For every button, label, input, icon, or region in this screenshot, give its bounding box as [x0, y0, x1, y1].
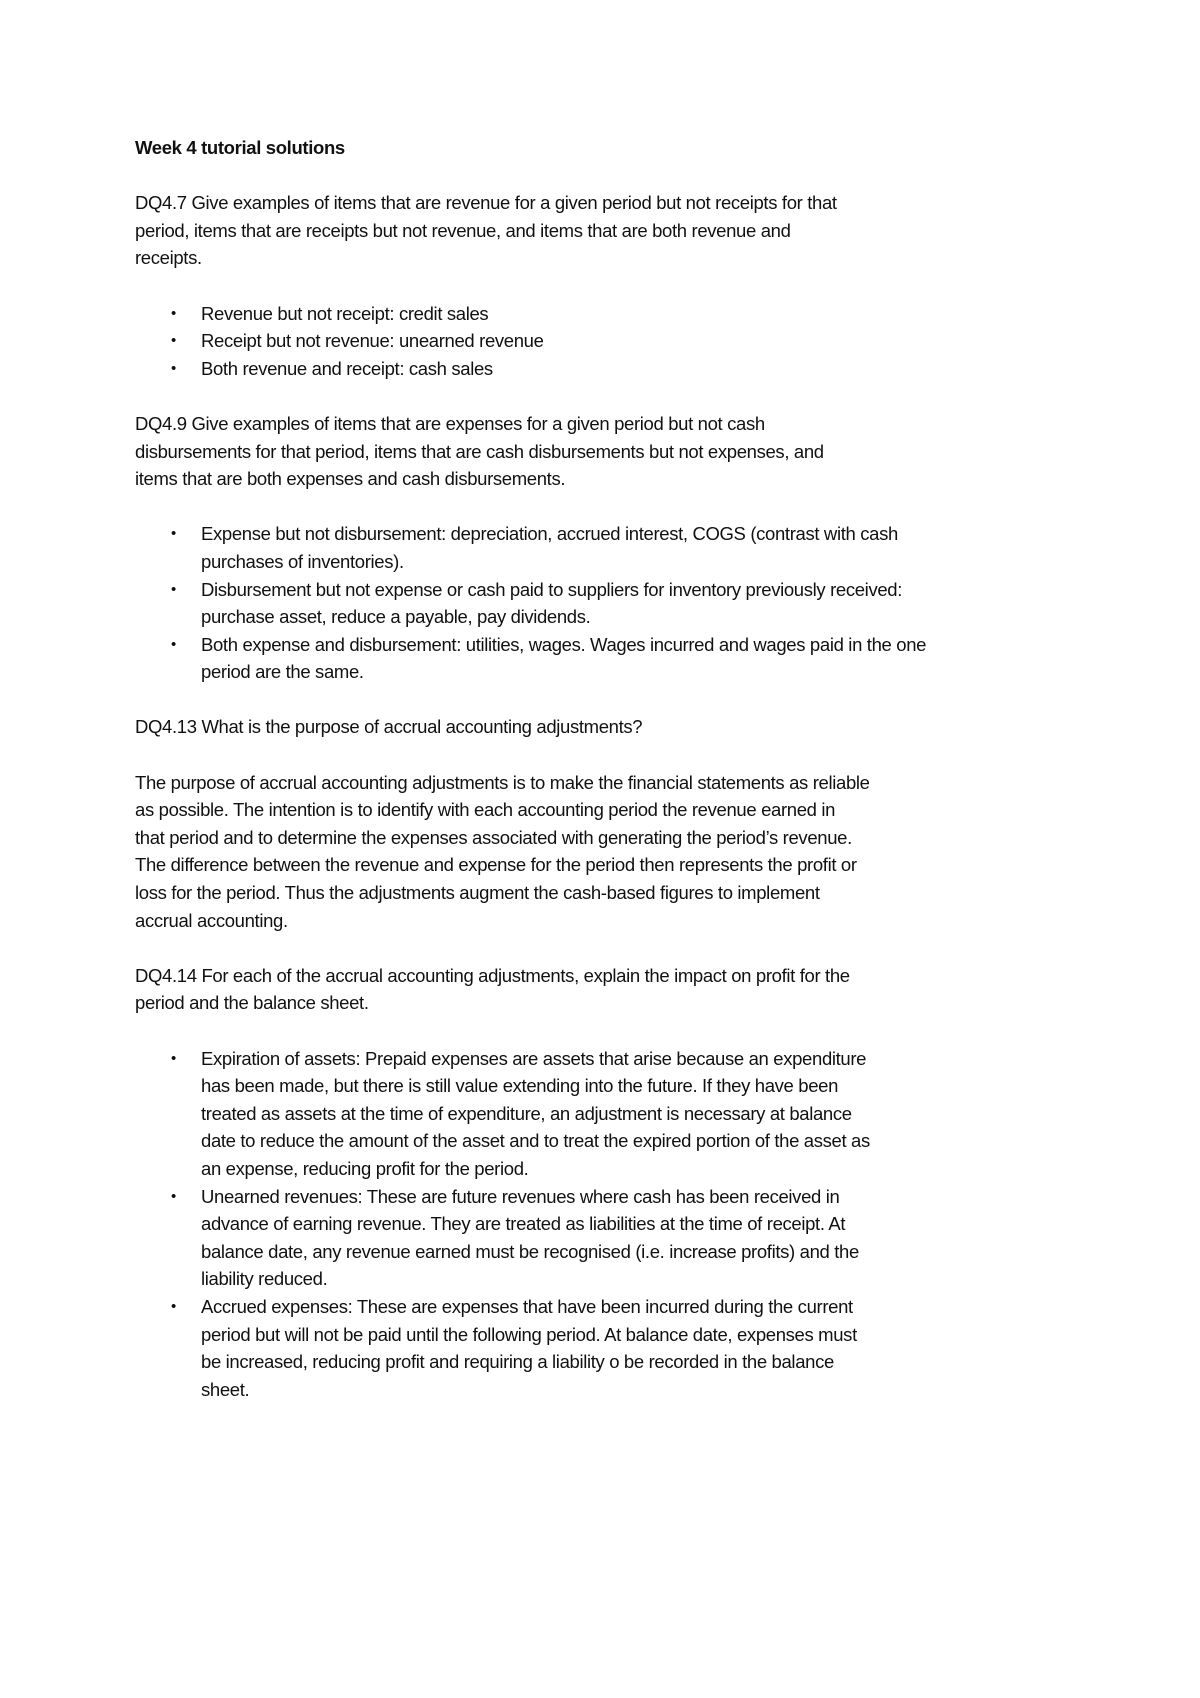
text-line: period are the same.	[201, 661, 364, 683]
list-item	[135, 576, 985, 631]
answer-list-dq4-14	[135, 1045, 985, 1404]
text-line: The purpose of accrual accounting adjustments is to make the financial statements as reliable	[135, 771, 870, 793]
text-line: disbursements for that period, items that are cash disbursements but not expenses, and	[135, 440, 824, 462]
question-dq4-14	[135, 962, 985, 1017]
text-line: Both revenue and receipt: cash sales	[201, 357, 493, 379]
text-line: period but will not be paid until the following period. At balance date, expenses must	[201, 1323, 857, 1345]
question-dq4-9	[135, 410, 985, 493]
text-line: Revenue but not receipt: credit sales	[201, 302, 489, 324]
answer-list-dq4-7	[135, 300, 985, 383]
text-line: DQ4.13 What is the purpose of accrual accounting adjustments?	[135, 716, 643, 738]
bullet-icon: •	[171, 1297, 176, 1315]
text-line: be increased, reducing profit and requiring a liability o be recorded in the balance	[201, 1351, 834, 1373]
question-dq4-13	[135, 713, 985, 741]
text-line: Unearned revenues: These are future revenues where cash has been received in	[201, 1185, 840, 1207]
text-line: DQ4.14 For each of the accrual accounting adjustments, explain the impact on profit for the	[135, 964, 850, 986]
list-item	[135, 355, 985, 383]
list-item	[135, 1183, 985, 1293]
list-item	[135, 1045, 985, 1183]
list-item	[135, 520, 985, 575]
text-line: Disbursement but not expense or cash paid to suppliers for inventory previously received:	[201, 578, 903, 600]
list-item	[135, 327, 985, 355]
text-line: purchase asset, reduce a payable, pay dividends.	[201, 606, 591, 628]
text-line: accrual accounting.	[135, 909, 288, 931]
question-dq4-7	[135, 189, 985, 272]
bullet-icon: •	[171, 635, 176, 653]
bullet-icon: •	[171, 304, 176, 322]
text-line: period and the balance sheet.	[135, 992, 369, 1014]
text-line: sheet.	[201, 1378, 250, 1400]
text-line: liability reduced.	[201, 1268, 328, 1290]
bullet-icon: •	[171, 332, 176, 350]
text-line: that period and to determine the expenses associated with generating the period’s revenue.	[135, 826, 852, 848]
text-line: Both expense and disbursement: utilities, wages. Wages incurred and wages paid in the one	[201, 633, 927, 655]
text-line: date to reduce the amount of the asset and to treat the expired portion of the asset as	[201, 1130, 870, 1152]
document-page	[135, 134, 985, 1403]
document-title: Week 4 tutorial solutions	[135, 137, 345, 158]
text-line: balance date, any revenue earned must be recognised (i.e. increase profits) and the	[201, 1240, 859, 1262]
text-line: receipts.	[135, 247, 202, 269]
bullet-icon: •	[171, 359, 176, 377]
bullet-icon: •	[171, 1187, 176, 1205]
list-item	[135, 631, 985, 686]
text-line: advance of earning revenue. They are treated as liabilities at the time of receipt. At	[201, 1213, 846, 1235]
text-line: purchases of inventories).	[201, 550, 404, 572]
list-item	[135, 1293, 985, 1403]
text-line: loss for the period. Thus the adjustments augment the cash-based figures to implement	[135, 882, 820, 904]
text-line: Receipt but not revenue: unearned revenue	[201, 330, 544, 352]
answer-list-dq4-9	[135, 520, 985, 686]
text-line: as possible. The intention is to identify with each accounting period the revenue earned in	[135, 799, 836, 821]
text-line: DQ4.9 Give examples of items that are expenses for a given period but not cash	[135, 412, 765, 434]
text-line: period, items that are receipts but not revenue, and items that are both revenue and	[135, 219, 791, 241]
answer-dq4-13	[135, 769, 985, 935]
text-line: treated as assets at the time of expenditure, an adjustment is necessary at balance	[201, 1102, 852, 1124]
text-line: has been made, but there is still value extending into the future. If they have been	[201, 1075, 839, 1097]
text-line: Expiration of assets: Prepaid expenses are assets that arise because an expenditure	[201, 1047, 867, 1069]
text-line: Accrued expenses: These are expenses that have been incurred during the current	[201, 1295, 853, 1317]
bullet-icon: •	[171, 1049, 176, 1067]
text-line: Expense but not disbursement: depreciation, accrued interest, COGS (contrast with cash	[201, 523, 898, 545]
bullet-icon: •	[171, 525, 176, 543]
text-line: DQ4.7 Give examples of items that are revenue for a given period but not receipts for that	[135, 192, 837, 214]
text-line: items that are both expenses and cash disbursements.	[135, 468, 566, 490]
bullet-icon: •	[171, 580, 176, 598]
text-line: an expense, reducing profit for the period.	[201, 1157, 529, 1179]
list-item	[135, 300, 985, 328]
text-line: The difference between the revenue and expense for the period then represents the profit or	[135, 854, 857, 876]
